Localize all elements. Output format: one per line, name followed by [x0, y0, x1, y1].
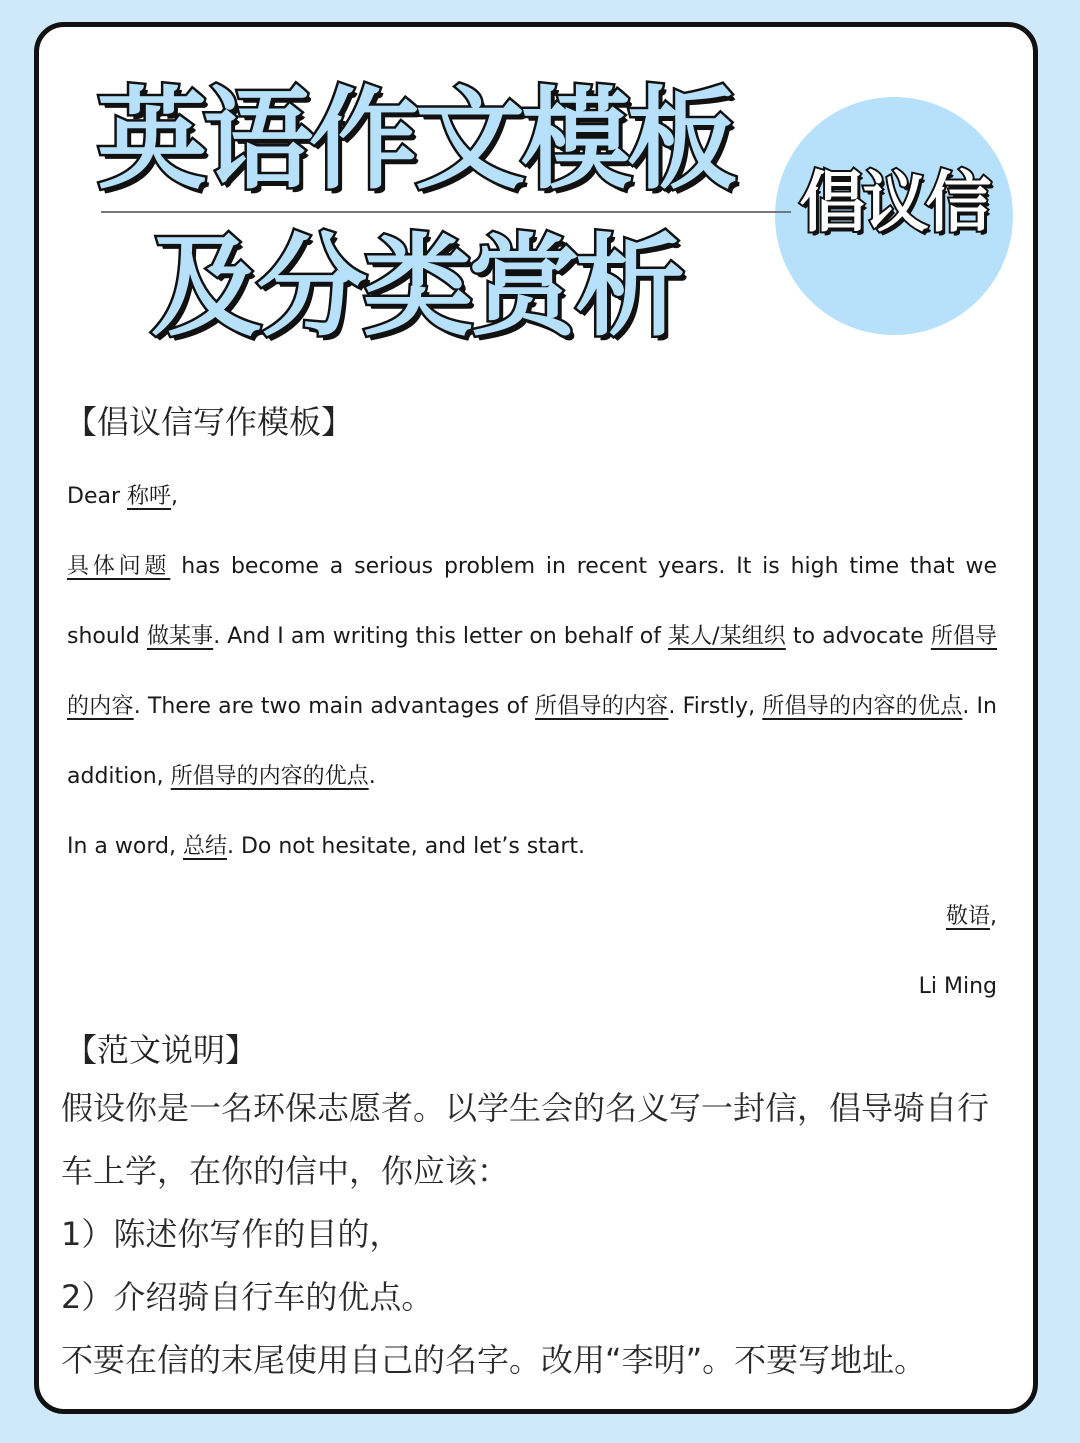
- title-divider: [101, 211, 791, 213]
- description-line: 2）介绍骑自行车的优点。: [61, 1278, 434, 1316]
- sample-heading: 【范文说明】: [65, 1031, 258, 1069]
- letter-body-paragraph: 具体问题 has become a serious problem in recent years. It is high time that we should 做某事. And I am writing this letter on behalf of 某人/某组织 to advocate 所倡导的内容. There are two main advantages of 所倡导的内容. Firstly, 所倡导的内容的优点. In addition, 所倡导的内容的优点.: [67, 554, 997, 789]
- title-line-1: 英语作文模板: [97, 76, 733, 204]
- placeholder-advocacy: 所倡导的内容: [535, 694, 669, 719]
- letter-template: [67, 462, 997, 1022]
- letter-regards: 敬语,: [945, 904, 997, 929]
- placeholder-action: 做某事: [146, 624, 214, 649]
- description-line: 1）陈述你写作的目的，: [61, 1215, 402, 1253]
- letter-signature: Li Ming: [918, 974, 997, 999]
- description-line: 车上学，在你的信中，你应该：: [61, 1152, 510, 1190]
- salutation: Dear 称呼,: [67, 484, 179, 509]
- template-heading: 【倡议信写作模板】: [65, 403, 354, 441]
- description-line: 假设你是一名环保志愿者。以学生会的名义写一封信，倡导骑自行: [61, 1089, 990, 1127]
- placeholder-advantage: 所倡导的内容的优点: [170, 764, 369, 789]
- title-line-2: 及分类赏析: [151, 223, 681, 351]
- placeholder-summary: 总结: [182, 834, 227, 859]
- placeholder-regards: 敬语: [945, 904, 990, 929]
- sample-description: [61, 1077, 1036, 1392]
- description-line: 不要在信的末尾使用自己的名字。改用“李明”。不要写地址。: [61, 1341, 927, 1379]
- placeholder-organization: 某人/某组织: [668, 624, 786, 649]
- placeholder-recipient: 称呼: [127, 484, 172, 509]
- placeholder-advocacy: 所倡导的内容: [67, 624, 997, 719]
- letter-closing: In a word, 总结. Do not hesitate, and let’s start.: [67, 834, 586, 859]
- placeholder-issue: 具体问题: [67, 554, 171, 579]
- placeholder-advantage: 所倡导的内容的优点: [762, 694, 963, 719]
- document-card: [34, 22, 1038, 1414]
- badge-label: 倡议信: [799, 164, 989, 241]
